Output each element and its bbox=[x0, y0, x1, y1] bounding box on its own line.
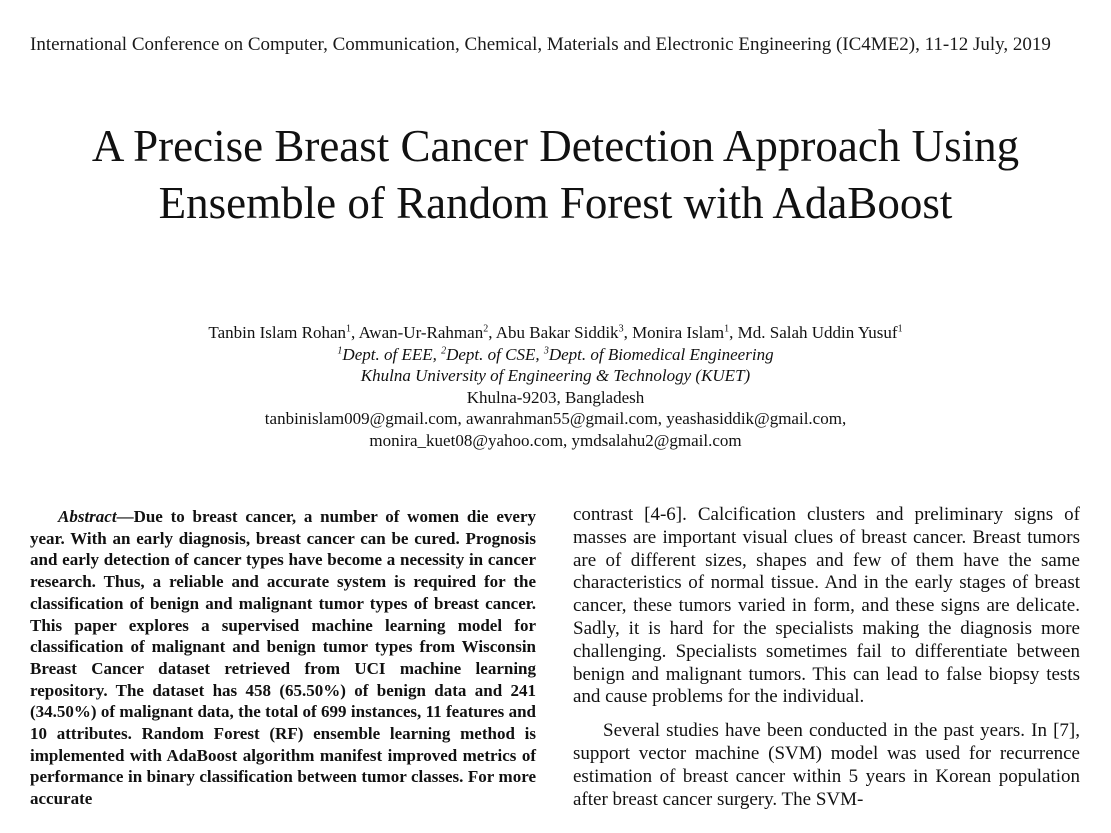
abstract-dash: — bbox=[116, 507, 134, 526]
abstract-paragraph bbox=[30, 506, 536, 810]
email-list-line-1: tanbinislam009@gmail.com, awanrahman55@gmail.com, yeashasiddik@gmail.com, bbox=[264, 409, 847, 429]
author-name: Abu Bakar Siddik bbox=[495, 323, 619, 342]
author-name: Md. Salah Uddin Yusuf bbox=[737, 323, 898, 342]
city-address: Khulna-9203, Bangladesh bbox=[466, 387, 645, 407]
paper-title bbox=[20, 118, 1091, 232]
conference-header: International Conference on Computer, Communication, Chemical, Materials and Electronic Engineering (IC4ME2), 11-12 July, 2019 bbox=[30, 34, 1051, 55]
body-column-right bbox=[573, 504, 1080, 811]
email-list-line-2: monira_kuet08@yahoo.com, ymdsalahu2@gmail.com bbox=[369, 430, 742, 450]
author-name: Monira Islam bbox=[632, 323, 725, 342]
department-name: Dept. of Biomedical Engineering bbox=[548, 344, 774, 364]
author-affiliation-mark: 1 bbox=[346, 323, 352, 335]
abstract-label: Abstract bbox=[58, 507, 117, 526]
department-list: $^1$Dept. of EEE, $^2$Dept. of CSE, $^3$Dept. of Biomedical Engineering bbox=[337, 344, 774, 364]
paper-title-line-2: Ensemble of Random Forest with AdaBoost bbox=[158, 178, 953, 228]
department-mark: 3 bbox=[543, 344, 549, 356]
author-block bbox=[60, 322, 1051, 452]
department-mark: 1 bbox=[337, 344, 343, 356]
author-name: Awan-Ur-Rahman bbox=[358, 323, 484, 342]
author-list: Tanbin Islam Rohan$^1$, Awan-Ur-Rahman$^2$, Abu Bakar Siddik$^3$, Monira Islam$^1$, Md. Salah Uddin Yusuf$^1$ bbox=[208, 323, 903, 342]
author-name: Tanbin Islam Rohan bbox=[208, 323, 347, 342]
author-affiliation-mark: 1 bbox=[724, 323, 730, 335]
department-name: Dept. of CSE bbox=[446, 344, 536, 364]
body-paragraph-1: contrast [4-6]. Calcification clusters and preliminary signs of masses are important visual clues of breast cancer. Breast tumors are of different sizes, shapes and few of them have the same characteristics of normal tissue. And in the early stages of breast cancer, these tumors varied in form, and these signs are delicate. Sadly, it is hard for the specialists making the diagnosis more challenging. Specialists sometimes fail to differentiate between benign and malignant tumors. This can lead to false biopsy tests and cause problems for the individual. bbox=[573, 504, 1080, 708]
author-affiliation-mark: 3 bbox=[618, 323, 624, 335]
author-affiliation-mark: 2 bbox=[483, 323, 489, 335]
abstract-text: Due to breast cancer, a number of women die every year. With an early diagnosis, breast cancer can be cured. Prognosis and early detection of cancer types have become a necessity in cancer research. Thus, a reliable and accurate system is required for the classification of benign and malignant tumor types of breast cancer. This paper explores a supervised machine learning model for classification of malignant and benign tumor types from Wisconsin Breast Cancer dataset retrieved from UCI machine learning repository. The dataset has 458 (65.50%) of benign data and 241 (34.50%) of malignant data, the total of 699 instances, 11 features and 10 attributes. Random Forest (RF) ensemble learning method is implemented with AdaBoost algorithm manifest improved metrics of performance in binary classification between tumor classes. For more accurate bbox=[30, 507, 536, 809]
abstract-column bbox=[30, 506, 536, 810]
paper-title-line-1: A Precise Breast Cancer Detection Approach Using bbox=[91, 121, 1020, 171]
author-affiliation-mark: 1 bbox=[897, 323, 903, 335]
university-name: Khulna University of Engineering & Technology (KUET) bbox=[360, 366, 751, 386]
department-name: Dept. of EEE bbox=[342, 344, 433, 364]
body-paragraph-2: Several studies have been conducted in the past years. In [7], support vector machine (SVM) model was used for recurrence estimation of breast cancer within 5 years in Korean population after breast cancer surgery. The SVM- bbox=[573, 720, 1080, 810]
department-mark: 2 bbox=[441, 344, 447, 356]
